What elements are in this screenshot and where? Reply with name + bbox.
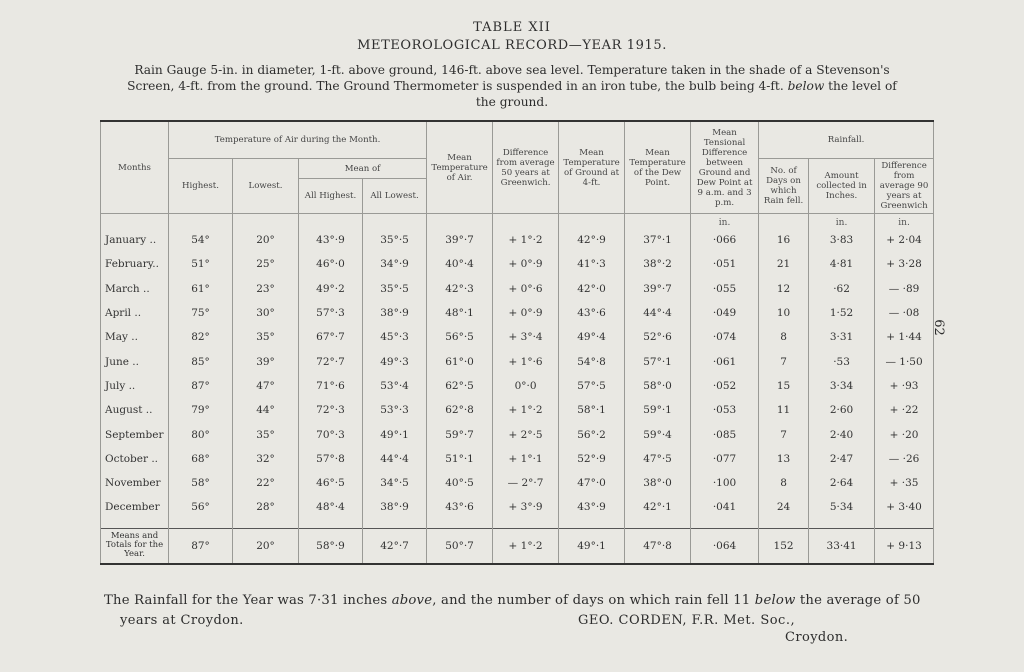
totals-low: 20° [233, 528, 299, 564]
cell-dew: 44°·4 [625, 301, 691, 325]
cell-mean-air: 59°·7 [427, 422, 493, 446]
cell-month: March .. [101, 277, 169, 301]
cell-diff: + 2°·5 [493, 422, 559, 446]
cell-diff-rain: — 1·50 [875, 349, 934, 373]
cell-tension: ·053 [691, 398, 759, 422]
cell-all-low: 45°·3 [363, 325, 427, 349]
cell-ground: 58°·1 [559, 398, 625, 422]
meteorological-table [100, 120, 934, 565]
cell-tension: ·077 [691, 447, 759, 471]
cell-all-high: 72°·7 [299, 349, 363, 373]
header-temp-air: Temperature of Air during the Month. [169, 121, 427, 159]
cell-ground: 47°·0 [559, 471, 625, 495]
cell-days: 12 [759, 277, 809, 301]
cell-days: 7 [759, 349, 809, 373]
cell-all-low: 35°·5 [363, 228, 427, 252]
cell-diff: + 3°·4 [493, 325, 559, 349]
cell-diff-rain: + 3·28 [875, 252, 934, 276]
cell-month: August .. [101, 398, 169, 422]
cell-diff-rain: + ·93 [875, 374, 934, 398]
header-mean-tensional: Mean Tensional Difference between Ground and Dew Point at 9 a.m. and 3 p.m. [691, 121, 759, 214]
cell-ground: 43°·9 [559, 495, 625, 528]
table-row [101, 301, 934, 325]
cell-high: 82° [169, 325, 233, 349]
cell-mean-air: 62°·5 [427, 374, 493, 398]
cell-days: 10 [759, 301, 809, 325]
cell-mean-air: 48°·1 [427, 301, 493, 325]
cell-high: 56° [169, 495, 233, 528]
cell-diff: + 0°·9 [493, 252, 559, 276]
unit-diff-rain: in. [875, 214, 934, 229]
cell-all-low: 49°·1 [363, 422, 427, 446]
cell-mean-air: 40°·5 [427, 471, 493, 495]
cell-dew: 37°·1 [625, 228, 691, 252]
document-subtitle: METEOROLOGICAL RECORD—YEAR 1915. [357, 38, 667, 53]
cell-tension: ·074 [691, 325, 759, 349]
cell-month: October .. [101, 447, 169, 471]
cell-low: 44° [233, 398, 299, 422]
header-difference: Difference from average 50 years at Greenwich. [493, 121, 559, 214]
cell-diff-rain: — ·26 [875, 447, 934, 471]
header-highest: Highest. [169, 159, 233, 214]
cell-diff-rain: + 3·40 [875, 495, 934, 528]
cell-diff-rain: + 1·44 [875, 325, 934, 349]
cell-all-low: 38°·9 [363, 301, 427, 325]
cell-all-low: 53°·4 [363, 374, 427, 398]
cell-ground: 57°·5 [559, 374, 625, 398]
table-row [101, 374, 934, 398]
cell-amount: 3·83 [809, 228, 875, 252]
cell-diff-rain: + ·20 [875, 422, 934, 446]
signature-place: Croydon. [785, 630, 849, 645]
cell-ground: 42°·0 [559, 277, 625, 301]
cell-dew: 38°·0 [625, 471, 691, 495]
cell-low: 32° [233, 447, 299, 471]
cell-all-low: 44°·4 [363, 447, 427, 471]
cell-high: 85° [169, 349, 233, 373]
cell-all-low: 38°·9 [363, 495, 427, 528]
units-row [101, 214, 934, 229]
header-mean-of: Mean of [299, 159, 427, 179]
cell-low: 35° [233, 422, 299, 446]
cell-dew: 47°·5 [625, 447, 691, 471]
header-months: Months [101, 121, 169, 214]
cell-all-low: 53°·3 [363, 398, 427, 422]
cell-amount: 5·34 [809, 495, 875, 528]
cell-ground: 41°·3 [559, 252, 625, 276]
cell-diff: + 0°·9 [493, 301, 559, 325]
cell-mean-air: 51°·1 [427, 447, 493, 471]
cell-high: 61° [169, 277, 233, 301]
cell-diff: + 3°·9 [493, 495, 559, 528]
totals-all-high: 58°·9 [299, 528, 363, 564]
cell-all-high: 71°·6 [299, 374, 363, 398]
cell-tension: ·052 [691, 374, 759, 398]
totals-all-low: 42°·7 [363, 528, 427, 564]
cell-diff-rain: — ·89 [875, 277, 934, 301]
totals-days: 152 [759, 528, 809, 564]
table-row [101, 471, 934, 495]
cell-all-low: 34°·5 [363, 471, 427, 495]
header-mean-temp-ground: Mean Temperature of Ground at 4-ft. [559, 121, 625, 214]
footer-text-c: the average of 50 [795, 593, 921, 608]
cell-days: 8 [759, 471, 809, 495]
cell-tension: ·085 [691, 422, 759, 446]
totals-label: Means and Totals for the Year. [101, 528, 169, 564]
table-row [101, 325, 934, 349]
cell-all-high: 57°·3 [299, 301, 363, 325]
cell-month: November [101, 471, 169, 495]
cell-high: 68° [169, 447, 233, 471]
cell-all-low: 35°·5 [363, 277, 427, 301]
cell-high: 80° [169, 422, 233, 446]
table-row [101, 422, 934, 446]
cell-tension: ·041 [691, 495, 759, 528]
totals-diff: + 1°·2 [493, 528, 559, 564]
cell-days: 11 [759, 398, 809, 422]
cell-dew: 58°·0 [625, 374, 691, 398]
cell-ground: 52°·9 [559, 447, 625, 471]
cell-low: 39° [233, 349, 299, 373]
cell-mean-air: 61°·0 [427, 349, 493, 373]
unit-amount: in. [809, 214, 875, 229]
totals-amount: 33·41 [809, 528, 875, 564]
cell-diff: + 0°·6 [493, 277, 559, 301]
cell-amount: 2·47 [809, 447, 875, 471]
table-row [101, 349, 934, 373]
cell-high: 58° [169, 471, 233, 495]
header-rainfall: Rainfall. [759, 121, 934, 159]
cell-month: June .. [101, 349, 169, 373]
cell-month: December [101, 495, 169, 528]
cell-high: 54° [169, 228, 233, 252]
cell-days: 24 [759, 495, 809, 528]
cell-tension: ·061 [691, 349, 759, 373]
table-row [101, 277, 934, 301]
header-mean-temp-air: Mean Temperature of Air. [427, 121, 493, 214]
cell-month: July .. [101, 374, 169, 398]
cell-days: 15 [759, 374, 809, 398]
cell-month: September [101, 422, 169, 446]
cell-mean-air: 40°·4 [427, 252, 493, 276]
header-amount: Amount collected in Inches. [809, 159, 875, 214]
cell-mean-air: 56°·5 [427, 325, 493, 349]
cell-days: 13 [759, 447, 809, 471]
cell-all-high: 57°·8 [299, 447, 363, 471]
table-row [101, 495, 934, 528]
header-all-lowest: All Lowest. [363, 179, 427, 214]
cell-mean-air: 43°·6 [427, 495, 493, 528]
header-lowest: Lowest. [233, 159, 299, 214]
cell-high: 79° [169, 398, 233, 422]
cell-month: May .. [101, 325, 169, 349]
cell-days: 21 [759, 252, 809, 276]
cell-ground: 49°·4 [559, 325, 625, 349]
cell-mean-air: 42°·3 [427, 277, 493, 301]
totals-row [101, 528, 934, 564]
cell-all-high: 43°·9 [299, 228, 363, 252]
cell-all-high: 46°·5 [299, 471, 363, 495]
cell-all-high: 67°·7 [299, 325, 363, 349]
cell-dew: 57°·1 [625, 349, 691, 373]
cell-amount: 3·31 [809, 325, 875, 349]
cell-diff: 0°·0 [493, 374, 559, 398]
totals-diff-rain: + 9·13 [875, 528, 934, 564]
intro-paragraph [120, 62, 904, 110]
totals-tension: ·064 [691, 528, 759, 564]
cell-month: April .. [101, 301, 169, 325]
cell-tension: ·066 [691, 228, 759, 252]
cell-mean-air: 39°·7 [427, 228, 493, 252]
signature: GEO. CORDEN, F.R. Met. Soc., [578, 613, 796, 628]
cell-diff: + 1°·1 [493, 447, 559, 471]
footer-text-b: , and the number of days on which rain fell 11 [432, 593, 755, 608]
cell-all-high: 49°·2 [299, 277, 363, 301]
cell-dew: 52°·6 [625, 325, 691, 349]
cell-dew: 59°·1 [625, 398, 691, 422]
table-row [101, 398, 934, 422]
cell-days: 16 [759, 228, 809, 252]
unit-tension: in. [691, 214, 759, 229]
cell-all-high: 72°·3 [299, 398, 363, 422]
header-all-highest: All Highest. [299, 179, 363, 214]
cell-low: 28° [233, 495, 299, 528]
intro-text-2: the level of the ground. [475, 79, 897, 109]
cell-high: 51° [169, 252, 233, 276]
cell-amount: ·62 [809, 277, 875, 301]
intro-emphasis: below [787, 79, 825, 93]
cell-low: 30° [233, 301, 299, 325]
cell-diff-rain: + ·35 [875, 471, 934, 495]
cell-tension: ·055 [691, 277, 759, 301]
footer-note [104, 593, 921, 608]
cell-dew: 39°·7 [625, 277, 691, 301]
cell-high: 75° [169, 301, 233, 325]
cell-amount: 2·40 [809, 422, 875, 446]
cell-ground: 56°·2 [559, 422, 625, 446]
totals-dew: 47°·8 [625, 528, 691, 564]
cell-days: 8 [759, 325, 809, 349]
cell-diff: + 1°·2 [493, 398, 559, 422]
cell-all-high: 48°·4 [299, 495, 363, 528]
page-number: 62 [930, 319, 946, 336]
cell-mean-air: 62°·8 [427, 398, 493, 422]
cell-tension: ·100 [691, 471, 759, 495]
cell-diff: — 2°·7 [493, 471, 559, 495]
cell-all-low: 34°·9 [363, 252, 427, 276]
cell-diff-rain: — ·08 [875, 301, 934, 325]
cell-low: 25° [233, 252, 299, 276]
cell-dew: 38°·2 [625, 252, 691, 276]
cell-diff-rain: + ·22 [875, 398, 934, 422]
header-diff-rain: Difference from average 90 years at Greenwich [875, 159, 934, 214]
table-row [101, 252, 934, 276]
footer-emphasis-above: above [391, 593, 433, 608]
cell-low: 23° [233, 277, 299, 301]
totals-mean-air: 50°·7 [427, 528, 493, 564]
totals-ground: 49°·1 [559, 528, 625, 564]
cell-all-high: 70°·3 [299, 422, 363, 446]
cell-amount: 3·34 [809, 374, 875, 398]
cell-days: 7 [759, 422, 809, 446]
cell-amount: 1·52 [809, 301, 875, 325]
cell-diff: + 1°·6 [493, 349, 559, 373]
footer-text-a: The Rainfall for the Year was 7·31 inches [104, 593, 392, 608]
cell-low: 47° [233, 374, 299, 398]
table-title: TABLE XII [473, 20, 551, 35]
cell-ground: 42°·9 [559, 228, 625, 252]
cell-tension: ·051 [691, 252, 759, 276]
header-mean-temp-dew: Mean Temperature of the Dew Point. [625, 121, 691, 214]
table-row [101, 447, 934, 471]
cell-amount: ·53 [809, 349, 875, 373]
cell-amount: 2·64 [809, 471, 875, 495]
cell-low: 35° [233, 325, 299, 349]
cell-diff: + 1°·2 [493, 228, 559, 252]
table-row [101, 228, 934, 252]
cell-dew: 59°·4 [625, 422, 691, 446]
cell-high: 87° [169, 374, 233, 398]
cell-all-high: 46°·0 [299, 252, 363, 276]
intro-text-1: Rain Gauge 5-in. in diameter, 1-ft. above ground, 146-ft. above sea level. Temperature taken in the shade of a Stevenson's Screen, 4-ft. from the ground. The Ground Thermometer is suspended in an iron tube, the bulb being 4-ft. [127, 63, 890, 93]
cell-month: February.. [101, 252, 169, 276]
cell-month: January .. [101, 228, 169, 252]
cell-all-low: 49°·3 [363, 349, 427, 373]
table-body [101, 214, 934, 529]
cell-ground: 43°·6 [559, 301, 625, 325]
cell-tension: ·049 [691, 301, 759, 325]
cell-amount: 2·60 [809, 398, 875, 422]
footer-emphasis-below: below [754, 593, 796, 608]
totals-high: 87° [169, 528, 233, 564]
cell-diff-rain: + 2·04 [875, 228, 934, 252]
header-days: No. of Days on which Rain fell. [759, 159, 809, 214]
cell-amount: 4·81 [809, 252, 875, 276]
cell-dew: 42°·1 [625, 495, 691, 528]
footer-note-continued: years at Croydon. [120, 613, 244, 628]
cell-low: 20° [233, 228, 299, 252]
cell-low: 22° [233, 471, 299, 495]
cell-ground: 54°·8 [559, 349, 625, 373]
